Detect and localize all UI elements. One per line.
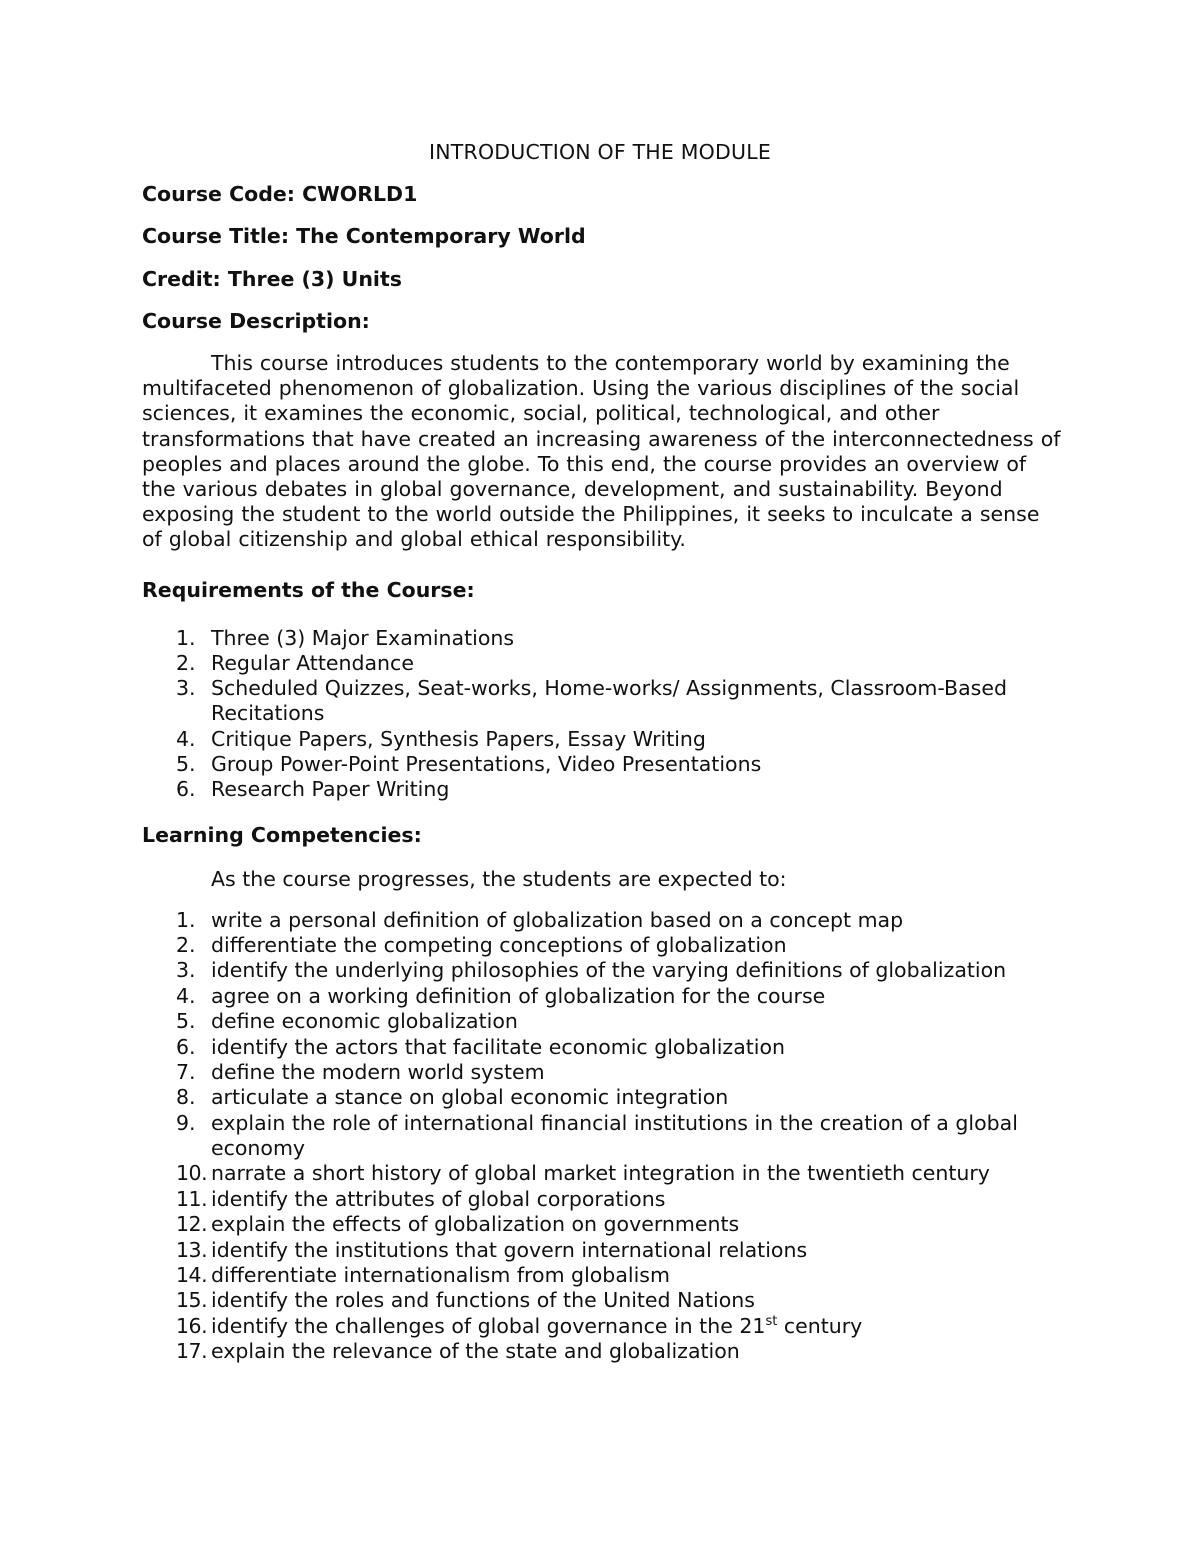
competency-item-number: 17. (176, 1339, 208, 1364)
competency-item-text-main: differentiate the competing conceptions of globalization (211, 933, 787, 958)
competency-item-text-main: identify the institutions that govern international relations (211, 1237, 808, 1262)
requirement-item-number: 3. (176, 676, 196, 701)
requirement-item-text (211, 752, 1062, 777)
competencies-heading: Learning Competencies: (142, 823, 422, 848)
requirement-item (142, 651, 1062, 676)
competency-item (142, 1085, 1062, 1110)
competency-item-text (211, 1085, 1062, 1110)
requirement-item-number: 4. (176, 726, 196, 751)
competency-item-text (211, 1339, 1062, 1364)
competency-item-text (211, 1288, 1062, 1313)
course-code-label: Course Code: (142, 182, 295, 207)
course-description-heading: Course Description: (142, 308, 370, 333)
competency-item-number: 10. (176, 1161, 208, 1186)
requirement-item-number: 2. (176, 651, 196, 676)
competency-item-number: 8. (176, 1085, 196, 1110)
requirement-item-text-main: Research Paper Writing (211, 777, 450, 802)
competency-item (142, 1238, 1062, 1263)
competency-item (142, 1035, 1062, 1060)
competency-item-number: 7. (176, 1060, 196, 1085)
competency-item-number: 12. (176, 1212, 208, 1237)
competency-item (142, 908, 1062, 933)
credit-line (142, 267, 1062, 292)
competency-item-text-main: agree on a working definition of globalization for the course (211, 983, 826, 1008)
requirement-item-text (211, 626, 1062, 651)
competency-item-text (211, 1314, 1062, 1339)
requirement-item-text (211, 651, 1062, 676)
requirement-item-text-main: Scheduled Quizzes, Seat-works, Home-works/ Assignments, Classroom-Based Recitations (211, 676, 1007, 726)
requirement-item-text-main: Critique Papers, Synthesis Papers, Essay Writing (211, 726, 706, 751)
document-content (142, 140, 1062, 1365)
competency-item-number: 14. (176, 1262, 208, 1287)
competency-item (142, 1263, 1062, 1288)
competency-item-number: 6. (176, 1034, 196, 1059)
competency-item-text (211, 984, 1062, 1009)
competency-item-text-main: explain the role of international financial institutions in the creation of a global economy (211, 1110, 1018, 1160)
competency-item (142, 958, 1062, 983)
requirement-item-text (211, 777, 1062, 802)
competency-item-text (211, 933, 1062, 958)
requirement-item-text-main: Three (3) Major Examinations (211, 625, 515, 650)
requirement-item (142, 626, 1062, 651)
course-description-paragraph: This course introduces students to the contemporary world by examining the multifaceted phenomenon of globalization. Using the various disciplines of the social sciences, it examines the economic, social, political, technological, and other transformations that have created an increasing awareness of the interconnectedness of peoples and places around the globe. To this end, the course provides an overview of the various debates in global governance, development, and sustainability. Beyond exposing the student to the world outside the Philippines, it seeks to inculcate a sense of global citizenship and global ethical responsibility. (142, 351, 1061, 552)
course-code-line (142, 182, 1062, 207)
competency-item (142, 1339, 1062, 1364)
competency-item-text-main: identify the attributes of global corporations (211, 1186, 666, 1211)
competency-item-text-main: articulate a stance on global economic integration (211, 1085, 729, 1110)
competency-item-text-main: explain the relevance of the state and globalization (211, 1339, 740, 1364)
competency-item-text-main: identify the actors that facilitate economic globalization (211, 1034, 786, 1059)
competency-item-text (211, 1238, 1062, 1263)
competency-item (142, 1009, 1062, 1034)
competency-item-text-main: differentiate internationalism from globalism (211, 1262, 670, 1287)
requirement-item (142, 752, 1062, 777)
competency-item-number: 1. (176, 907, 196, 932)
competency-item-text (211, 908, 1062, 933)
competency-item-number: 3. (176, 958, 196, 983)
competency-item (142, 1288, 1062, 1313)
competency-item-text-main: define economic globalization (211, 1009, 518, 1034)
competency-item-number: 16. (176, 1313, 208, 1338)
competency-item (142, 1111, 1062, 1161)
requirement-item (142, 777, 1062, 802)
competency-item-superscript: st (765, 1313, 778, 1329)
competency-item (142, 1187, 1062, 1212)
requirement-item (142, 676, 1062, 726)
requirement-item (142, 727, 1062, 752)
requirement-item-number: 5. (176, 751, 196, 776)
competency-item (142, 984, 1062, 1009)
competency-item-text (211, 1111, 1062, 1161)
competency-item-text-main: define the modern world system (211, 1060, 545, 1085)
competency-item-text-main: identify the challenges of global governance in the 21 (211, 1313, 766, 1338)
competency-item-text (211, 1263, 1062, 1288)
competency-item (142, 1314, 1062, 1339)
competency-item-number: 9. (176, 1110, 196, 1135)
competency-item (142, 1060, 1062, 1085)
competency-item-text-main: write a personal definition of globalization based on a concept map (211, 907, 904, 932)
requirement-item-text (211, 727, 1062, 752)
competency-item-number: 13. (176, 1237, 208, 1262)
course-title-label: Course Title: (142, 224, 290, 249)
competency-item-text (211, 1009, 1062, 1034)
competency-item-text-tail: century (777, 1313, 863, 1338)
competency-item-number: 15. (176, 1288, 208, 1313)
requirement-item-number: 6. (176, 777, 196, 802)
competency-item-number: 11. (176, 1186, 208, 1211)
competency-item (142, 1161, 1062, 1186)
competency-item-text-main: identify the roles and functions of the United Nations (211, 1288, 755, 1313)
competencies-intro: As the course progresses, the students are expected to: (211, 867, 787, 892)
course-code-value: CWORLD1 (302, 182, 418, 207)
competency-item-number: 4. (176, 983, 196, 1008)
requirement-item-text-main: Group Power-Point Presentations, Video Presentations (211, 751, 762, 776)
credit-label: Credit: (142, 266, 221, 291)
requirements-list (142, 626, 1062, 802)
credit-value: Three (3) Units (227, 266, 402, 291)
requirement-item-text-main: Regular Attendance (211, 651, 414, 676)
competency-item-text (211, 1161, 1062, 1186)
competency-item-text-main: explain the effects of globalization on governments (211, 1212, 740, 1237)
competency-item-number: 2. (176, 933, 196, 958)
competency-item-text (211, 1035, 1062, 1060)
competency-item (142, 933, 1062, 958)
competency-item-text-main: narrate a short history of global market integration in the twentieth century (211, 1161, 990, 1186)
competency-item (142, 1212, 1062, 1237)
course-title-value: The Contemporary World (296, 224, 586, 249)
requirement-item-number: 1. (176, 625, 196, 650)
competency-item-text (211, 1060, 1062, 1085)
competency-item-number: 5. (176, 1009, 196, 1034)
requirement-item-text (211, 676, 1062, 726)
requirements-heading: Requirements of the Course: (142, 577, 475, 602)
competency-item-text (211, 1212, 1062, 1237)
competency-item-text (211, 1187, 1062, 1212)
page-title: INTRODUCTION OF THE MODULE (429, 140, 771, 164)
competency-item-text (211, 958, 1062, 983)
competency-item-text-main: identify the underlying philosophies of the varying definitions of globalization (211, 958, 1007, 983)
competencies-list (142, 908, 1062, 1365)
course-title-line (142, 224, 1062, 249)
